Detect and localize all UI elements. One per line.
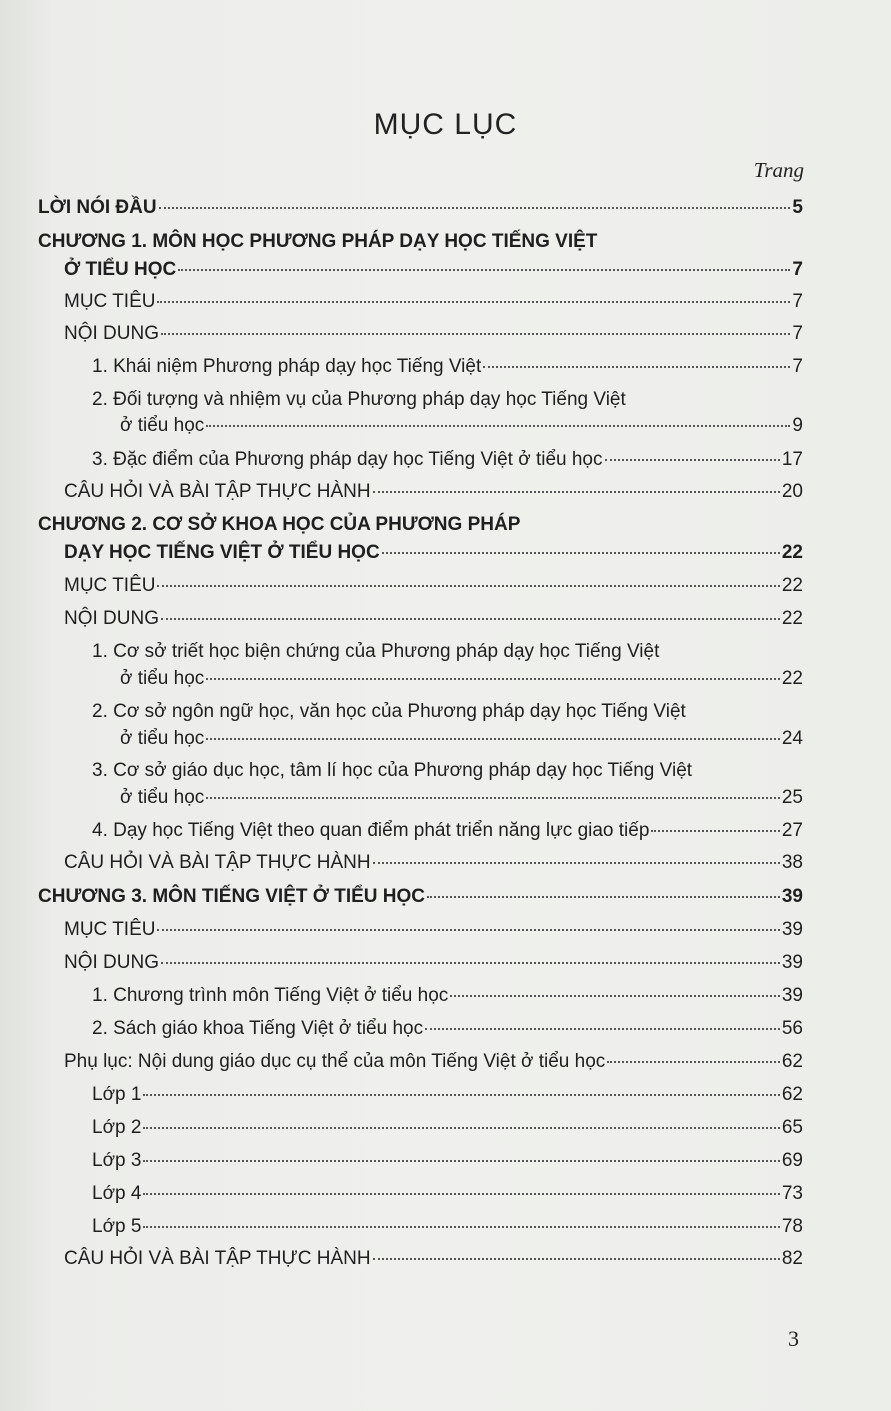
toc-entry-label: Lớp 2 (92, 1117, 142, 1138)
leader-dots (159, 207, 791, 209)
toc-entry-label: NỘI DUNG (64, 608, 159, 629)
toc-entry (0, 606, 891, 632)
toc-entry-label: 2. Đối tượng và nhiệm vụ của Phương pháp dạy học Tiếng Việt (92, 389, 626, 410)
toc-entry-page: 39 (781, 886, 803, 907)
toc-entry-label: MỤC TIÊU (64, 291, 156, 312)
toc-entry-page: 56 (781, 1018, 803, 1039)
toc-entry-page: 9 (792, 415, 803, 436)
leader-dots (483, 366, 790, 368)
toc-entry-label: Phụ lục: Nội dung giáo dục cụ thể của môn Tiếng Việt ở tiểu học (64, 1051, 606, 1072)
toc-entry (0, 447, 891, 473)
toc-entry (0, 1148, 891, 1174)
leader-dots (605, 459, 780, 461)
toc-entry-page: 17 (781, 449, 803, 470)
toc-entry-page: 7 (792, 323, 803, 344)
leader-dots (607, 1061, 780, 1063)
toc-entry-page: 39 (781, 952, 803, 973)
leader-dots (373, 1258, 780, 1260)
toc-entry (0, 950, 891, 976)
toc-entry-page: 24 (781, 728, 803, 749)
leader-dots (143, 1127, 779, 1129)
toc-entry-label: 2. Sách giáo khoa Tiếng Việt ở tiểu học (92, 1018, 424, 1039)
leader-dots (651, 830, 779, 832)
toc-entry-label: 3. Cơ sở giáo dục học, tâm lí học của Phương pháp dạy học Tiếng Việt (92, 760, 693, 781)
toc-entry-page: 62 (781, 1084, 803, 1105)
toc-entry-label: ở tiểu học (120, 787, 205, 808)
toc-entry (0, 983, 891, 1009)
toc-entry (0, 758, 891, 784)
toc-entry-page: 7 (792, 356, 803, 377)
toc-entry-page: 7 (792, 291, 803, 312)
toc-entry-label: CHƯƠNG 2. CƠ SỞ KHOA HỌC CỦA PHƯƠNG PHÁP (38, 514, 521, 535)
toc-entry-page: 27 (781, 820, 803, 841)
toc-entry-page: 62 (781, 1051, 803, 1072)
toc-entry-page: 73 (781, 1183, 803, 1204)
toc-entry (0, 573, 891, 599)
leader-dots (143, 1226, 779, 1228)
toc-entry-page: 82 (781, 1248, 803, 1269)
toc-entry-label: 2. Cơ sở ngôn ngữ học, văn học của Phương pháp dạy học Tiếng Việt (92, 701, 686, 722)
leader-dots (161, 333, 790, 335)
toc-entry (0, 726, 891, 752)
toc-entry-label: Ở TIỂU HỌC (64, 259, 177, 280)
leader-dots (178, 269, 790, 271)
leader-dots (373, 862, 780, 864)
leader-dots (157, 301, 790, 303)
toc-entry-label: NỘI DUNG (64, 323, 159, 344)
toc-entry-page: 25 (781, 787, 803, 808)
leader-dots (425, 1028, 780, 1030)
toc-entry (0, 917, 891, 943)
leader-dots (157, 585, 779, 587)
leader-dots (206, 738, 780, 740)
page-column-header: Trang (753, 158, 804, 182)
toc-entry (0, 540, 891, 566)
toc-entry-label: Lớp 4 (92, 1183, 142, 1204)
toc-entry-label: LỜI NÓI ĐẦU (38, 197, 157, 218)
toc-entry (0, 479, 891, 505)
toc-entry-label: 3. Đặc điểm của Phương pháp dạy học Tiếng Việt ở tiểu học (92, 449, 603, 470)
toc-entry-label: 1. Cơ sở triết học biện chứng của Phương pháp dạy học Tiếng Việt (92, 641, 660, 662)
toc-entry-page: 20 (781, 481, 803, 502)
toc-entry-label: Lớp 1 (92, 1084, 142, 1105)
toc-entry (0, 1115, 891, 1141)
toc-entry-label: NỘI DUNG (64, 952, 159, 973)
toc-entry-label: ở tiểu học (120, 415, 205, 436)
toc-entry-label: 1. Khái niệm Phương pháp dạy học Tiếng Việt (92, 356, 482, 377)
toc-entry (0, 289, 891, 315)
toc-entry-page: 69 (781, 1150, 803, 1171)
toc-entry-page: 22 (781, 542, 803, 563)
toc-chapter-heading (0, 229, 891, 255)
toc-entry-page: 7 (792, 259, 803, 280)
toc-entry (0, 195, 891, 221)
toc-chapter-heading (0, 512, 891, 538)
leader-dots (373, 491, 780, 493)
toc-entry-label: Lớp 5 (92, 1216, 142, 1237)
toc-entry-label: ở tiểu học (120, 728, 205, 749)
toc-entry-page: 38 (781, 852, 803, 873)
toc-entry-label: Lớp 3 (92, 1150, 142, 1171)
page-number: 3 (788, 1326, 799, 1351)
toc-entry-label: 1. Chương trình môn Tiếng Việt ở tiểu học (92, 985, 449, 1006)
toc-entry (0, 354, 891, 380)
toc-entry-label: DẠY HỌC TIẾNG VIỆT Ở TIỂU HỌC (64, 542, 380, 563)
leader-dots (143, 1094, 779, 1096)
leader-dots (450, 995, 780, 997)
page-title: MỤC LỤC (373, 108, 518, 141)
toc-entry (0, 785, 891, 811)
toc-entry (0, 1214, 891, 1240)
toc-entry-label: ở tiểu học (120, 668, 205, 689)
leader-dots (206, 678, 780, 680)
toc-entry-page: 65 (781, 1117, 803, 1138)
toc-entry (0, 639, 891, 665)
toc-chapter-heading (0, 884, 891, 910)
leader-dots (206, 425, 790, 427)
toc-entry-page: 22 (781, 575, 803, 596)
toc-entry (0, 1181, 891, 1207)
toc-entry (0, 387, 891, 413)
toc-entry (0, 1246, 891, 1272)
toc-entry (0, 850, 891, 876)
toc-entry (0, 1082, 891, 1108)
toc-entry (0, 1016, 891, 1042)
toc-entry-label: 4. Dạy học Tiếng Việt theo quan điểm phát triển năng lực giao tiếp (92, 820, 650, 841)
leader-dots (382, 552, 780, 554)
leader-dots (161, 962, 780, 964)
toc-entry-page: 39 (781, 985, 803, 1006)
toc-entry-label: CÂU HỎI VÀ BÀI TẬP THỰC HÀNH (64, 481, 371, 502)
toc-entry (0, 699, 891, 725)
toc-entry-label: MỤC TIÊU (64, 575, 156, 596)
toc-entry (0, 413, 891, 439)
toc-entry-label: CHƯƠNG 1. MÔN HỌC PHƯƠNG PHÁP DẠY HỌC TIẾNG VIỆT (38, 231, 598, 252)
toc-entry (0, 818, 891, 844)
toc-entry-label: CÂU HỎI VÀ BÀI TẬP THỰC HÀNH (64, 852, 371, 873)
toc-entry-page: 5 (792, 197, 803, 218)
toc-entry (0, 321, 891, 347)
leader-dots (161, 618, 780, 620)
toc-entry (0, 257, 891, 283)
toc-entry-page: 78 (781, 1216, 803, 1237)
toc-entry-page: 22 (781, 608, 803, 629)
leader-dots (206, 797, 780, 799)
toc-entry-page: 22 (781, 668, 803, 689)
toc-entry-label: CHƯƠNG 3. MÔN TIẾNG VIỆT Ở TIỂU HỌC (38, 886, 426, 907)
leader-dots (143, 1193, 779, 1195)
toc-entry (0, 666, 891, 692)
leader-dots (427, 896, 780, 898)
toc-entry-label: CÂU HỎI VÀ BÀI TẬP THỰC HÀNH (64, 1248, 371, 1269)
leader-dots (143, 1160, 779, 1162)
leader-dots (157, 929, 779, 931)
toc-entry (0, 1049, 891, 1075)
toc-entry-page: 39 (781, 919, 803, 940)
toc-entry-label: MỤC TIÊU (64, 919, 156, 940)
